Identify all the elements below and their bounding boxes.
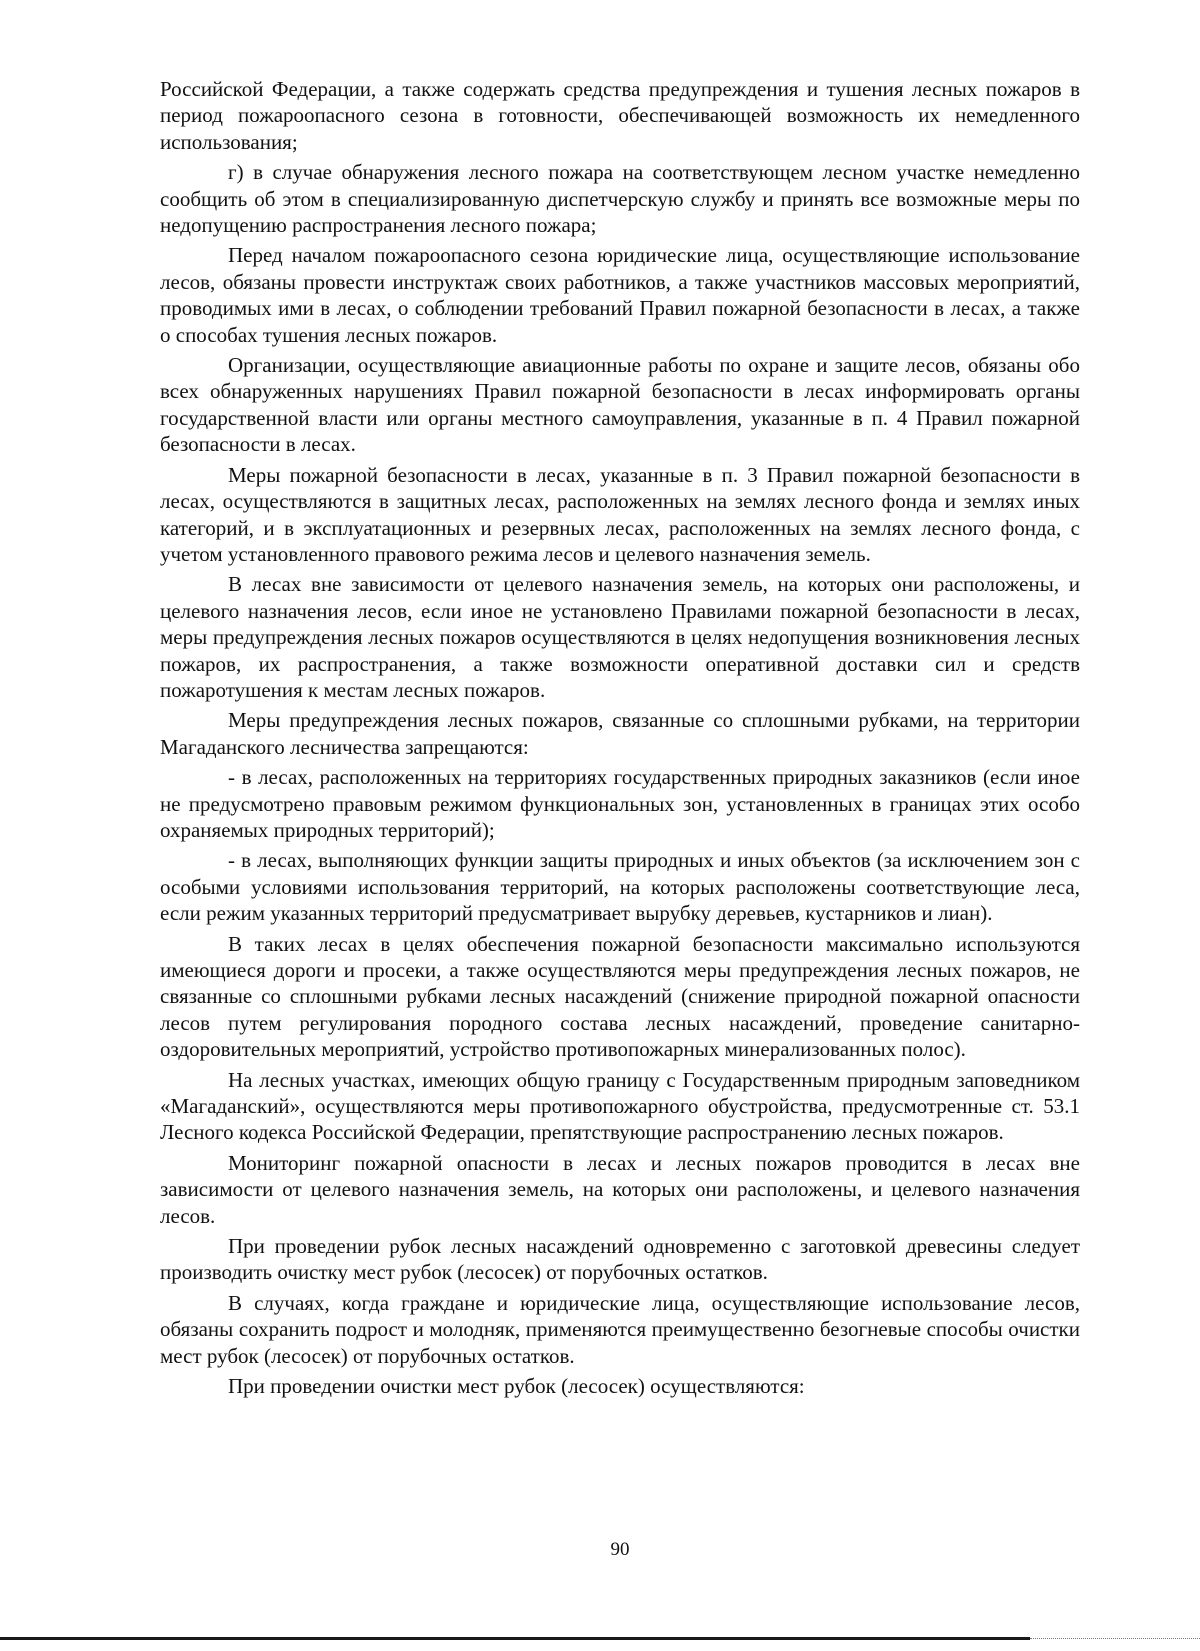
page-number: 90: [610, 1539, 630, 1560]
paragraph: Меры пожарной безопасности в лесах, указанные в п. 3 Правил пожарной безопасности в лесах, осуществляются в защитных лесах, расположенных на землях лесного фонда и землях иных категорий, и в эксплуатационных и резервных лесах, расположенных на землях лесного фонда, с учетом установленного правового режима лесов и целевого назначения земель.: [160, 462, 1080, 566]
paragraph: В таких лесах в целях обеспечения пожарной безопасности максимально используются имеющиеся дороги и просеки, а также осуществляются меры предупреждения лесных пожаров, не связанные со сплошными рубками лесных насаждений (снижение природной пожарной опасности лесов путем регулирования породного состава лесных насаждений, проведение санитарно-оздоровительных мероприятий, устройство противопожарных минерализованных полос).: [160, 931, 1080, 1062]
paragraph: Организации, осуществляющие авиационные работы по охране и защите лесов, обязаны обо всех обнаруженных нарушениях Правил пожарной безопасности в лесах информировать органы государственной власти или органы местного самоуправления, указанные в п. 4 Правил пожарной безопасности в лесах.: [160, 353, 1080, 457]
document-body: [160, 76, 1080, 1404]
paragraph: Российской Федерации, а также содержать средства предупреждения и тушения лесных пожаров в период пожароопасного сезона в готовности, обеспечивающей возможность их немедленного использования;: [160, 77, 1080, 154]
paragraph: В случаях, когда граждане и юридические лица, осуществляющие использование лесов, обязаны сохранить подрост и молодняк, применяются преимущественно безогневые способы очистки мест рубок (лесосек) от порубочных остатков.: [160, 1290, 1080, 1368]
list-item: - в лесах, выполняющих функции защиты природных и иных объектов (за исключением зон с особыми условиями использования территорий, на которых расположены соответствующие леса, если режим указанных территорий предусматривает вырубку деревьев, кустарников и лиан).: [160, 848, 1080, 926]
paragraph: Перед началом пожароопасного сезона юридические лица, осуществляющие использование лесов, обязаны провести инструктаж своих работников, а также участников массовых мероприятий, проводимых ими в лесах, о соблюдении требований Правил пожарной безопасности в лесах, а также о способах тушения лесных пожаров.: [160, 243, 1080, 347]
paragraph: Меры предупреждения лесных пожаров, связанные со сплошными рубками, на территории Магаданского лесничества запрещаются:: [160, 708, 1080, 759]
bottom-scan-rule: [0, 1637, 1030, 1640]
bottom-scan-rule-dotted: [1030, 1638, 1200, 1639]
paragraph: При проведении рубок лесных насаждений одновременно с заготовкой древесины следует производить очистку мест рубок (лесосек) от порубочных остатков.: [160, 1234, 1080, 1285]
paragraph: В лесах вне зависимости от целевого назначения земель, на которых они расположены, и целевого назначения лесов, если иное не установлено Правилами пожарной безопасности в лесах, меры предупреждения лесных пожаров осуществляются в целях недопущения возникновения лесных пожаров, их распространения, а также возможности оперативной доставки сил и средств пожаротушения к местам лесных пожаров.: [160, 572, 1080, 702]
paragraph: При проведении очистки мест рубок (лесосек) осуществляются:: [228, 1374, 805, 1399]
paragraph: Мониторинг пожарной опасности в лесах и лесных пожаров проводится в лесах вне зависимости от целевого назначения земель, на которых они расположены, и целевого назначения лесов.: [160, 1150, 1080, 1228]
list-item: - в лесах, расположенных на территориях государственных природных заказников (если иное не предусмотрено правовым режимом функциональных зон, установленных в границах этих особо охраняемых природных территорий);: [160, 765, 1080, 842]
paragraph: г) в случае обнаружения лесного пожара на соответствующем лесном участке немедленно сообщить об этом в специализированную диспетчерскую службу и принять все возможные меры по недопущению распространения лесного пожара;: [160, 160, 1080, 238]
paragraph: На лесных участках, имеющих общую границу с Государственным природным заповедником «Магаданский», осуществляются меры противопожарного обустройства, предусмотренные ст. 53.1 Лесного кодекса Российской Федерации, препятствующие распространению лесных пожаров.: [160, 1067, 1080, 1145]
